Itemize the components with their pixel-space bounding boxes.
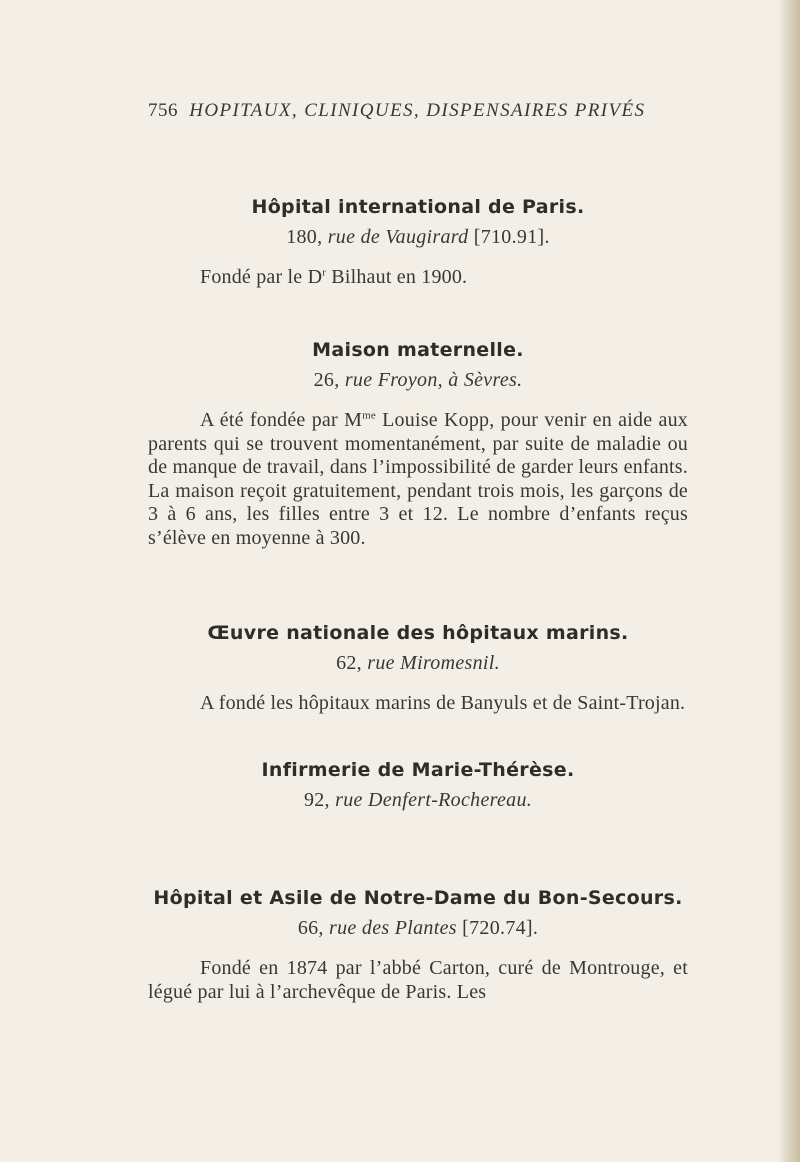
address-number: 180,: [286, 226, 323, 248]
entry-address: [148, 369, 688, 392]
entry-address: [148, 226, 688, 249]
body-text: Fondé en 1874 par l’abbé Carton, curé de Montrouge, et légué par lui à l’archevêque de Paris. Les: [148, 957, 688, 1003]
entry-hopital-bon-secours: [148, 887, 688, 1024]
entry-title: Maison maternelle.: [312, 339, 524, 361]
body-text: A fondé les hôpitaux marins de Banyuls et de Saint-Trojan.: [200, 692, 686, 714]
address-number: 92,: [303, 789, 330, 811]
entry-address: [148, 789, 688, 812]
page-edge-shadow: [778, 0, 800, 1162]
address-street: rue Froyon, à Sèvres.: [344, 369, 523, 391]
address-street: rue des Plantes: [329, 917, 457, 939]
address-suffix: [710.91].: [473, 226, 550, 248]
running-header-title: HOPITAUX, CLINIQUES, DISPENSAIRES PRIVÉS: [189, 100, 646, 121]
entry-hopital-international: [148, 196, 688, 310]
entry-title: Œuvre nationale des hôpitaux marins.: [207, 622, 629, 644]
page-number: 756: [148, 100, 178, 121]
entry-infirmerie-marie-therese: [148, 759, 688, 812]
address-street: rue Miromesnil.: [367, 652, 500, 674]
address-suffix: [720.74].: [462, 917, 539, 939]
body-text-continued: Louise Kopp, pour venir en aide aux parents qui se trouvent momentanément, par suite de maladie ou de manque de travail, dans l’impossibilité de garder leurs enfants. La maison reçoit gratuitement, pendant trois mois, les garçons de 3 à 6 ans, les filles entre 3 et 12. Le nombre d’enfants reçus s’élève en moyenne à 300.: [148, 409, 688, 549]
entry-address: [148, 652, 688, 675]
entry-body: [148, 266, 688, 290]
entry-maison-maternelle: [148, 339, 688, 570]
entry-title: Hôpital international de Paris.: [251, 196, 585, 218]
body-superscript: me: [362, 409, 376, 422]
entry-title: Infirmerie de Marie-Thérèse.: [261, 759, 575, 781]
address-street: rue Denfert-Rochereau.: [335, 789, 533, 811]
entry-address: [148, 917, 688, 940]
body-superscript: r: [322, 266, 327, 279]
entry-title: Hôpital et Asile de Notre-Dame du Bon-Secours.: [153, 887, 683, 909]
body-text-continued: Bilhaut en 1900.: [326, 266, 468, 288]
entry-body: [148, 957, 688, 1004]
body-text: A été fondée par M: [200, 409, 363, 431]
address-number: 62,: [336, 652, 362, 674]
address-street: rue de Vaugirard: [327, 226, 469, 248]
running-header: [148, 100, 688, 122]
address-number: 66,: [297, 917, 324, 939]
address-number: 26,: [313, 369, 340, 391]
entry-oeuvre-hopitaux-marins: [148, 622, 688, 736]
book-page: [148, 0, 688, 1162]
body-text: Fondé par le D: [200, 266, 323, 288]
entry-body: [148, 692, 688, 716]
entry-body: [148, 409, 688, 550]
